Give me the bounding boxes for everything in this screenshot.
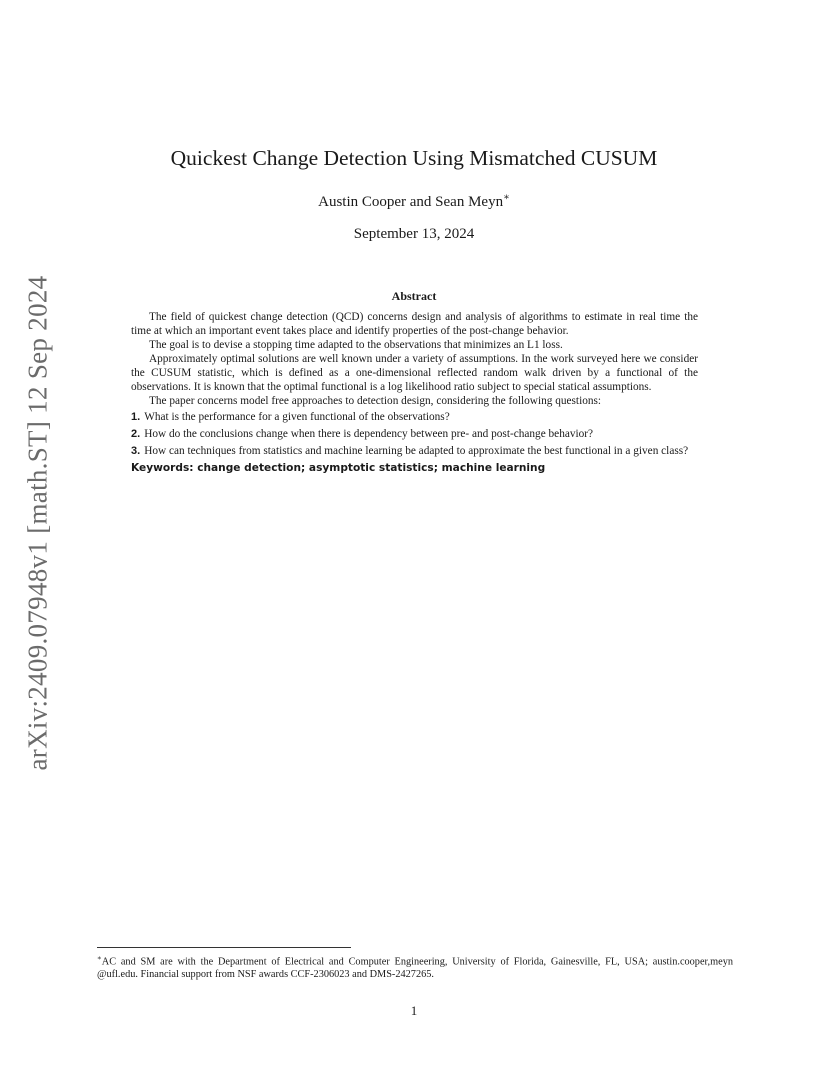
footnote-divider	[97, 947, 351, 948]
abstract-paragraph: Approximately optimal solutions are well known under a variety of assumptions. In the work surveyed here we consider the CUSUM statistic, which is defined as a one-dimensional reflected random walk driven by a functional of the observations. It is known that the optimal functional is a log likelihood ratio subject to special statical assumptions.	[131, 353, 698, 393]
author-line	[0, 192, 828, 211]
paper-title: Quickest Change Detection Using Mismatched CUSUM	[170, 146, 658, 170]
abstract-paragraph: The field of quickest change detection (QCD) concerns design and analysis of algorithms to estimate in real time the time at which an important event takes place and identify properties of the post-change behavior.	[131, 311, 698, 337]
keywords-line: Keywords: change detection; asymptotic statistics; machine learning	[131, 462, 546, 474]
footnote-text: AC and SM are with the Department of Electrical and Computer Engineering, University of Florida, Gainesville, FL, USA; austin.cooper,meyn @ufl.edu. Financial support from NSF awards CCF-2306023 and DMS-2427265.	[97, 956, 733, 981]
question-item	[131, 444, 698, 458]
footnote	[97, 952, 733, 981]
arxiv-identifier-stamp: arXiv:2409.07948v1 [math.ST] 12 Sep 2024	[22, 275, 53, 771]
question-number: 2.	[131, 428, 141, 440]
question-text: How can techniques from statistics and machine learning be adapted to approximate the best functional in a given class?	[144, 445, 689, 457]
question-number: 3.	[131, 445, 141, 457]
question-text: What is the performance for a given functional of the observations?	[144, 411, 450, 423]
abstract-heading: Abstract	[391, 289, 437, 303]
abstract-paragraph: The paper concerns model free approaches to detection design, considering the following questions:	[149, 395, 602, 407]
question-list	[131, 410, 698, 458]
question-item	[131, 427, 698, 441]
author-footnote-mark: ∗	[503, 192, 510, 203]
question-item	[131, 410, 698, 424]
page-number: 1	[410, 1003, 418, 1018]
footnote-mark: ∗	[97, 954, 102, 962]
author-names: Austin Cooper and Sean Meyn	[318, 194, 504, 210]
question-number: 1.	[131, 411, 141, 423]
abstract-paragraph: The goal is to devise a stopping time adapted to the observations that minimizes an L1 loss.	[149, 339, 563, 351]
abstract-body	[131, 310, 698, 475]
question-text: How do the conclusions change when there is dependency between pre- and post-change behavior?	[144, 428, 594, 440]
paper-date: September 13, 2024	[353, 226, 475, 242]
